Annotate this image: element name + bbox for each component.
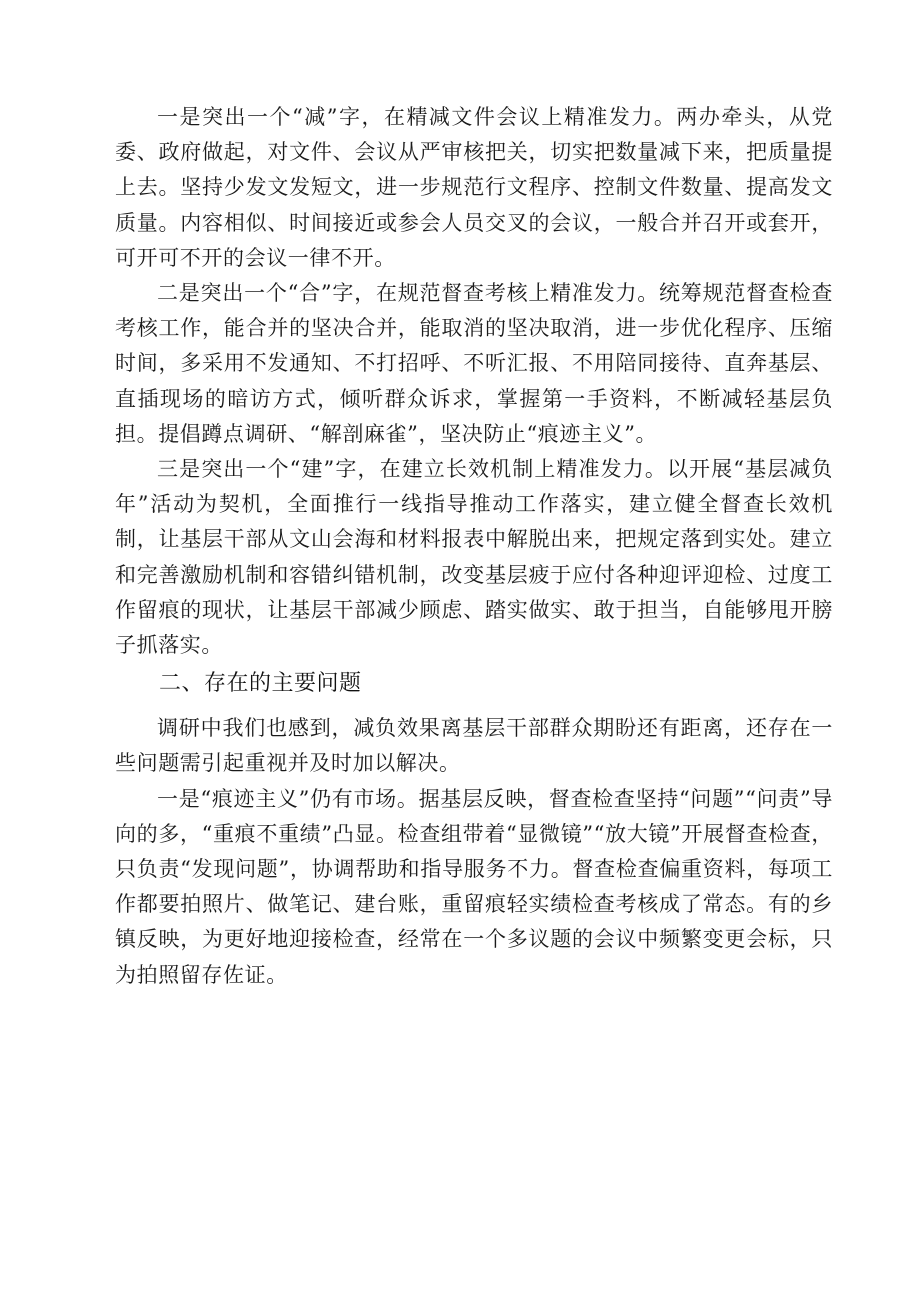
paragraph-reduce: 一是突出一个“减”字，在精减文件会议上精准发力。两办牵头，从党委、政府做起，对文件、会议从严审核把关，切实把数量减下来，把质量提上去。坚持少发文发短文，进一步规范行文程序、控制文件数量、提高发文质量。内容相似、时间接近或参会人员交叉的会议，一般合并召开或套开，可开可不开的会议一律不开。 — [115, 105, 833, 270]
paragraph-intro: 调研中我们也感到，减负效果离基层干部群众期盼还有距离，还存在一些问题需引起重视并及时加以解决。 — [115, 716, 833, 776]
paragraph-merge: 二是突出一个“合”字，在规范督查考核上精准发力。统筹规范督查检查考核工作，能合并的坚决合并，能取消的坚决取消，进一步优化程序、压缩时间，多采用不发通知、不打招呼、不听汇报、不用陪同接待、直奔基层、直插现场的暗访方式，倾听群众诉求，掌握第一手资料，不断减轻基层负担。提倡蹲点调研、“解剖麻雀”，坚决防止“痕迹主义”。 — [115, 281, 833, 446]
paragraph-trace: 一是“痕迹主义”仍有市场。据基层反映，督查检查坚持“问题”“问责”导向的多，“重痕不重绩”凸显。检查组带着“显微镜”“放大镜”开展督查检查，只负责“发现问题”，协调帮助和指导服务不力。督查检查偏重资料，每项工作都要拍照片、做笔记、建台账，重留痕轻实绩检查考核成了常态。有的乡镇反映，为更好地迎接检查，经常在一个多议题的会议中频繁变更会标，只为拍照留存佐证。 — [115, 786, 833, 987]
paragraph-build: 三是突出一个“建”字，在建立长效机制上精准发力。以开展“基层减负年”活动为契机，全面推行一线指导推动工作落实，建立健全督查长效机制，让基层干部从文山会海和材料报表中解脱出来，把规定落到实处。建立和完善激励机制和容错纠错机制，改变基层疲于应付各种迎评迎检、过度工作留痕的现状，让基层干部减少顾虑、踏实做实、敢于担当，自能够甩开膀子抓落实。 — [115, 457, 833, 658]
section-heading: 二、存在的主要问题 — [159, 671, 362, 697]
document-page — [115, 100, 833, 993]
